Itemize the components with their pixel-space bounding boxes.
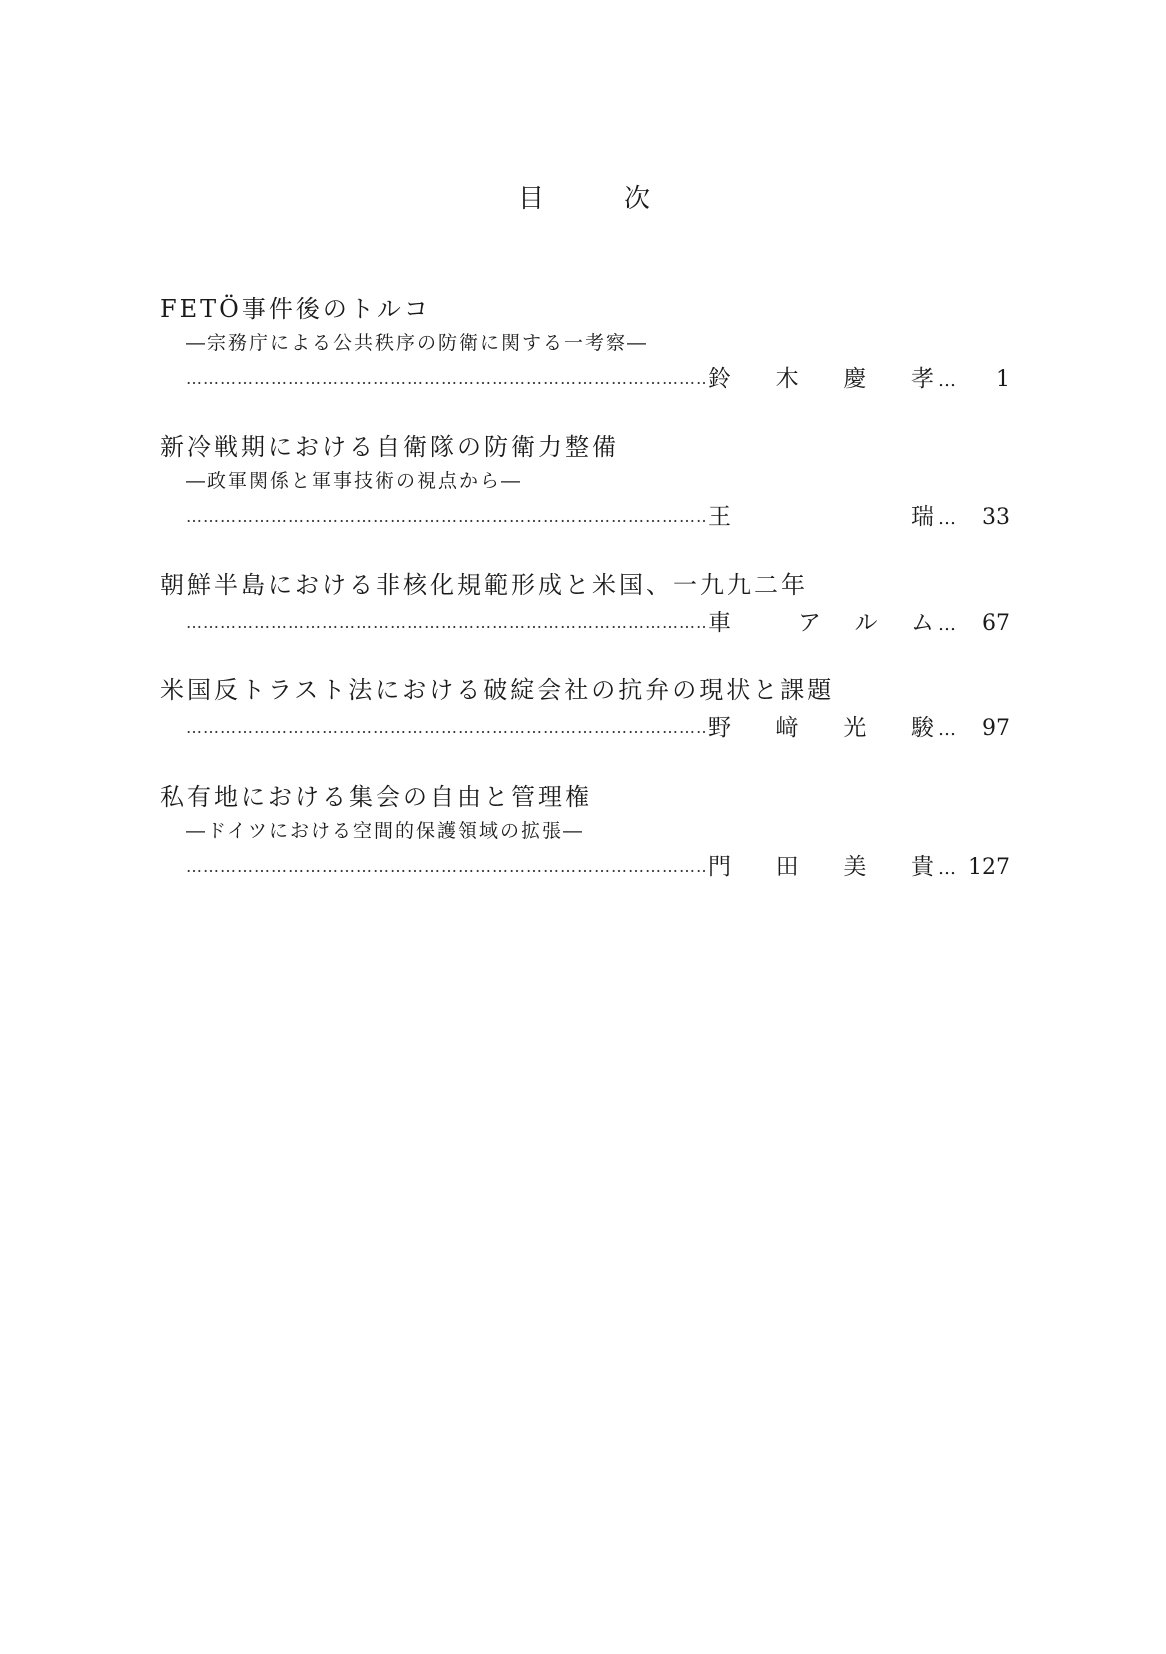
author-char: 門 [708,854,731,880]
entry-page-ref [938,503,1010,534]
toc-entry[interactable] [160,432,1010,534]
dot-leader [186,852,708,882]
author-char: 光 [843,715,867,741]
author-char: ル [854,610,878,636]
page-title [518,186,650,212]
entry-title: 朝鮮半島における非核化規範形成と米国、一九九二年 [160,571,808,599]
dot-leader [186,364,708,394]
dot-leader [186,608,708,638]
author-char: 慶 [843,366,867,392]
toc-entry[interactable] [160,570,1010,640]
entry-title: 私有地における集会の自由と管理権 [160,783,592,811]
entry-leader-row [160,852,1010,884]
entry-leader-row [160,713,1010,745]
author-char: 木 [775,366,799,392]
author-char: 﨑 [775,715,799,741]
ellipsis: … [938,719,956,740]
author-char: 貴 [910,854,934,880]
entry-title: 新冷戦期における自衛隊の防衛力整備 [160,433,619,461]
author-char: 美 [843,854,867,880]
entry-author [708,713,938,743]
toc-entry[interactable] [160,675,1010,745]
entry-author [708,502,938,532]
author-char: 瑞 [911,504,934,530]
author-char: 孝 [910,366,934,392]
author-char: 鈴 [708,366,731,392]
dot-leader [186,713,708,743]
entry-title: 米国反トラスト法における破綻会社の抗弁の現状と課題 [160,676,835,704]
page-title-char: 次 [623,184,650,214]
author-char: 駿 [910,715,934,741]
entry-page-ref [938,714,1010,745]
page-number: 33 [982,505,1010,530]
entry-subtitle: ―ドイツにおける空間的保護領域の拡張― [186,820,585,842]
entry-page-ref [938,609,1010,640]
entry-page-ref [938,853,1010,884]
page-number: 127 [968,855,1010,880]
ellipsis: … [938,858,956,879]
page-number: 97 [982,716,1010,741]
ellipsis: … [938,614,956,635]
entry-author [708,364,938,394]
entry-leader-row [160,608,1010,640]
page-title-char: 目 [518,184,545,214]
entry-page-ref [938,365,1010,396]
author-char: 車 [708,610,731,636]
entry-leader-row [160,364,1010,396]
ellipsis: … [938,508,956,529]
entry-author [708,608,938,638]
author-char: 王 [708,504,731,530]
entry-leader-row [160,502,1010,534]
dot-leader [186,502,708,532]
entry-subtitle: ―政軍関係と軍事技術の視点から― [186,470,523,492]
entry-title: FETÖ事件後のトルコ [160,295,431,323]
toc-entry[interactable] [160,294,1010,396]
author-char: 田 [775,854,799,880]
toc-entry[interactable] [160,782,1010,884]
entry-subtitle: ―宗務庁による公共秩序の防衛に関する一考察― [186,332,649,354]
page-number: 1 [996,367,1010,392]
ellipsis: … [938,370,956,391]
author-char: ア [798,610,821,636]
author-char: 野 [708,715,731,741]
entry-author [708,852,938,882]
page-number: 67 [982,611,1010,636]
author-char: ム [911,610,934,636]
